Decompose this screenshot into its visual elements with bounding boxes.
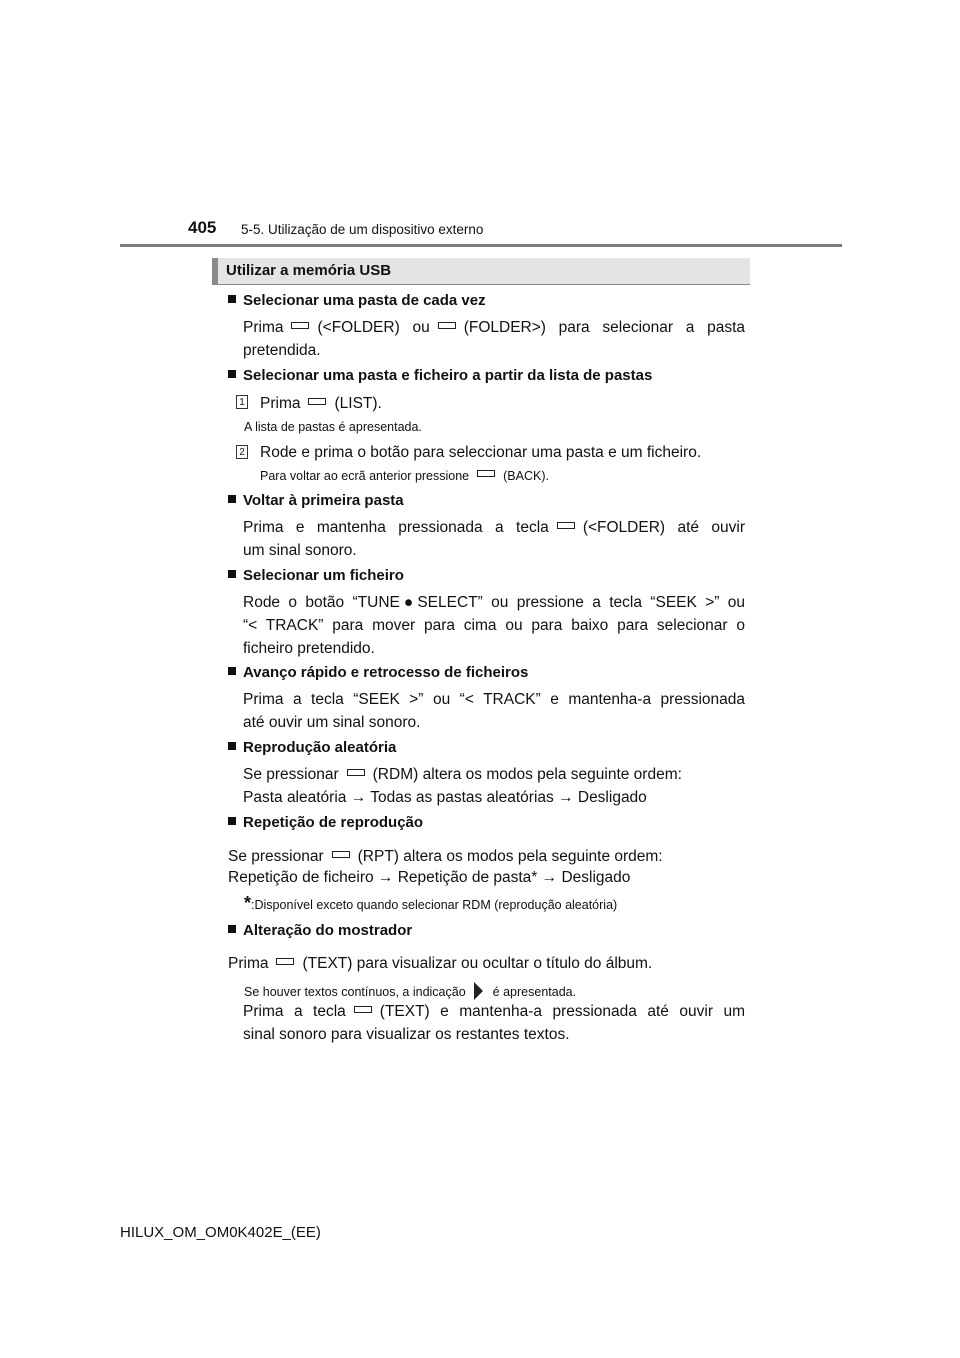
note-text: A lista de pastas é apresentada. [244,420,422,434]
paragraph-line: Rode o botão “TUNE●SELECT” ou pressione a tecla “SEEK >” ou [243,594,745,611]
paragraph-line: “< TRACK” para mover para cima ou para baixo para selecionar o [243,617,745,634]
button-icon [477,470,495,477]
button-icon [557,522,575,529]
paragraph-line: Prima e mantenha pressionada a tecla (<FOLDER) até ouvir [243,519,745,536]
step-number-1: 1 [236,395,248,409]
bullet-heading: Repetição de reprodução [228,814,423,831]
section-title: Utilizar a memória USB [226,262,392,279]
section-heading-bar [212,258,750,285]
bullet-square-icon [228,370,236,378]
paragraph-line: Prima a tecla “SEEK >” ou “< TRACK” e mantenha-a pressionada [243,691,745,708]
bullet-square-icon [228,570,236,578]
bullet-heading: Selecionar um ficheiro [228,567,404,584]
paragraph-line: Se pressionar (RPT) altera os modos pela seguinte ordem: [228,848,663,865]
bullet-square-icon [228,817,236,825]
footnote: *:Disponível exceto quando selecionar RDM (reprodução aleatória) [244,893,618,913]
bullet-heading: Alteração do mostrador [228,922,412,939]
paragraph-line: Se pressionar (RDM) altera os modos pela seguinte ordem: [243,766,682,783]
bullet-heading: Selecionar uma pasta de cada vez [228,292,486,309]
page-number: 405 [188,218,217,237]
continuous-text-indicator-icon [474,982,483,1000]
step-text: Rode e prima o botão para seleccionar uma pasta e um ficheiro. [260,444,702,461]
bullet-square-icon [228,925,236,933]
button-icon [276,958,294,965]
paragraph-line: um sinal sonoro. [243,542,357,559]
bullet-heading: Avanço rápido e retrocesso de ficheiros [228,664,528,681]
note-text: Para voltar ao ecrã anterior pressione (BACK). [260,469,549,483]
step-number-2: 2 [236,445,248,459]
paragraph-line: Prima (TEXT) para visualizar ou ocultar o título do álbum. [228,955,653,972]
document-code: HILUX_OM_OM0K402E_(EE) [120,1224,321,1241]
bullet-square-icon [228,495,236,503]
paragraph-line: até ouvir um sinal sonoro. [243,714,421,731]
button-icon [291,322,309,329]
button-icon [347,769,365,776]
section-tab [212,258,218,284]
step-text: Prima (LIST). [260,395,382,412]
header-rule [120,244,842,247]
paragraph-line: ficheiro pretendido. [243,640,375,657]
paragraph-line: Prima (<FOLDER) ou (FOLDER>) para selecionar a pasta [243,319,745,336]
button-icon [354,1006,372,1013]
bullet-square-icon [228,295,236,303]
button-icon [332,851,350,858]
chapter-title: 5-5. Utilização de um dispositivo externo [241,222,484,237]
paragraph-line: Prima a tecla (TEXT) e mantenha-a pressionada até ouvir um [243,1003,745,1020]
button-icon [438,322,456,329]
paragraph-line: Repetição de ficheiro → Repetição de pasta* → Desligado [228,869,631,886]
bullet-heading: Reprodução aleatória [228,739,396,756]
bullet-square-icon [228,742,236,750]
bullet-heading: Voltar à primeira pasta [228,492,404,509]
button-icon [308,398,326,405]
paragraph-line: pretendida. [243,342,321,359]
bullet-square-icon [228,667,236,675]
paragraph-line: sinal sonoro para visualizar os restantes textos. [243,1026,570,1043]
paragraph-line: Pasta aleatória → Todas as pastas aleatórias → Desligado [243,789,647,806]
bullet-heading: Selecionar uma pasta e ficheiro a partir da lista de pastas [228,367,652,384]
note-text: Se houver textos contínuos, a indicação é apresentada. [244,982,576,1000]
